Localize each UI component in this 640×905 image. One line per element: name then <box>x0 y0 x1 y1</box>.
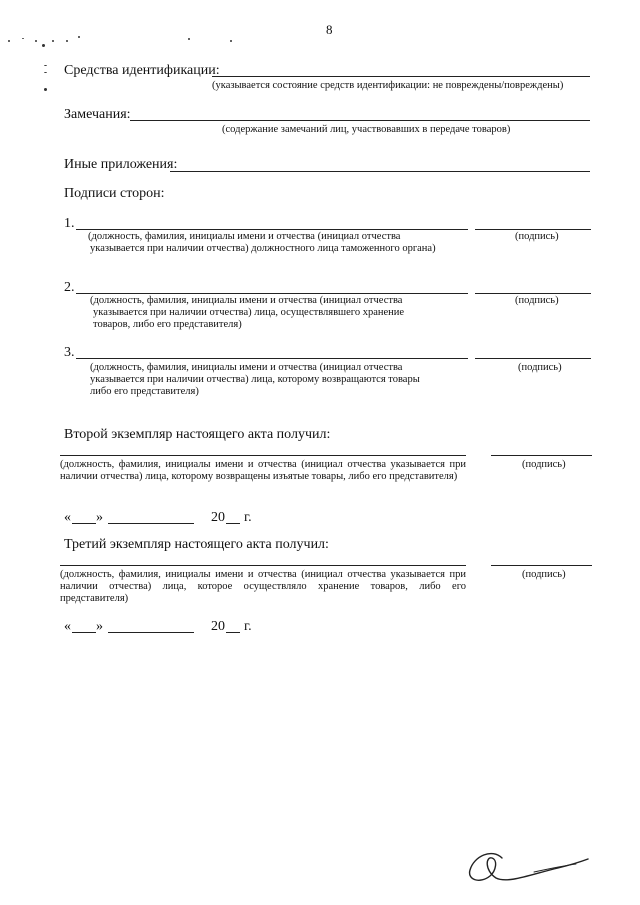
scan-speck <box>8 40 10 42</box>
date-year-suffix: г. <box>244 619 252 634</box>
attachments-line <box>170 171 590 172</box>
date-day-line <box>72 632 96 633</box>
date-open-quote: « <box>64 510 71 525</box>
signature-hint-line: либо его представителя) <box>90 386 199 397</box>
signature-hint-line: указывается при наличии отчества) лица, которому возвращаются товары <box>90 374 420 385</box>
date-month-line <box>108 523 194 524</box>
signature-sign-hint: (подпись) <box>515 295 559 306</box>
signature-number: 3. <box>64 345 75 360</box>
scan-speck <box>230 40 232 42</box>
handwritten-signature <box>462 838 592 888</box>
signature-hint-line: указывается при наличии отчества) должностного лица таможенного органа) <box>90 243 436 254</box>
scan-speck <box>44 88 47 91</box>
signature-number: 1. <box>64 216 75 231</box>
date-open-quote: « <box>64 619 71 634</box>
signature-name-line <box>76 229 468 230</box>
identification-hint: (указывается состояние средств идентификации: не повреждены/повреждены) <box>212 80 564 91</box>
date-close-quote: » <box>96 619 103 634</box>
signature-hint-line: товаров, либо его представителя) <box>93 319 242 330</box>
date-month-line <box>108 632 194 633</box>
second-copy-sign-line <box>491 455 592 456</box>
scan-speck <box>22 38 24 39</box>
signature-number: 2. <box>64 280 75 295</box>
scan-speck <box>42 44 45 47</box>
date-day-line <box>72 523 96 524</box>
second-copy-sign-hint: (подпись) <box>522 459 566 470</box>
signature-hint-line: (должность, фамилия, инициалы имени и отчества (инициал отчества <box>90 295 403 306</box>
date-close-quote: » <box>96 510 103 525</box>
third-copy-name-line <box>60 565 466 566</box>
scan-speck <box>44 65 47 66</box>
signature-hint-line: (должность, фамилия, инициалы имени и отчества (инициал отчества <box>88 231 401 242</box>
scan-speck <box>66 40 68 42</box>
third-copy-sign-line <box>491 565 592 566</box>
scan-speck <box>35 40 37 42</box>
signature-hint-line: указывается при наличии отчества) лица, осуществлявшего хранение <box>93 307 405 318</box>
signature-sign-line <box>475 229 591 230</box>
signature-sign-hint: (подпись) <box>515 231 559 242</box>
date-year-line <box>226 632 240 633</box>
third-copy-hint: (должность, фамилия, инициалы имени и отчества (инициал отчества указывается при наличии отчества) лица, которое осуществляло хранение товаров, либо его представителя) <box>60 569 466 604</box>
attachments-label: Иные приложения: <box>64 157 178 172</box>
signature-name-line <box>76 293 468 294</box>
page-number: 8 <box>326 22 333 37</box>
second-copy-label: Второй экземпляр настоящего акта получил: <box>64 427 331 442</box>
third-copy-label: Третий экземпляр настоящего акта получил: <box>64 537 329 552</box>
scan-speck <box>188 38 190 40</box>
remarks-line <box>130 120 590 121</box>
remarks-hint: (содержание замечаний лиц, участвовавших в передаче товаров) <box>222 124 511 135</box>
identification-label: Средства идентификации: <box>64 63 220 78</box>
second-copy-name-line <box>60 455 466 456</box>
second-copy-hint: (должность, фамилия, инициалы имени и отчества (инициал отчества указывается при наличии отчества) лица, которому возвращены изъятые товары, либо его представителя) <box>60 459 466 482</box>
scan-speck <box>44 72 47 73</box>
signature-sign-hint: (подпись) <box>518 362 562 373</box>
signatures-heading: Подписи сторон: <box>64 186 165 201</box>
scan-speck <box>78 36 80 38</box>
signature-sign-line <box>475 358 591 359</box>
date-year-line <box>226 523 240 524</box>
signature-sign-line <box>475 293 591 294</box>
date-year-suffix: г. <box>244 510 252 525</box>
scan-speck <box>52 40 54 42</box>
signature-hint-line: (должность, фамилия, инициалы имени и отчества (инициал отчества <box>90 362 403 373</box>
date-year-prefix: 20 <box>211 619 225 634</box>
signature-name-line <box>76 358 468 359</box>
remarks-label: Замечания: <box>64 107 131 122</box>
date-year-prefix: 20 <box>211 510 225 525</box>
third-copy-sign-hint: (подпись) <box>522 569 566 580</box>
identification-line <box>212 76 590 77</box>
